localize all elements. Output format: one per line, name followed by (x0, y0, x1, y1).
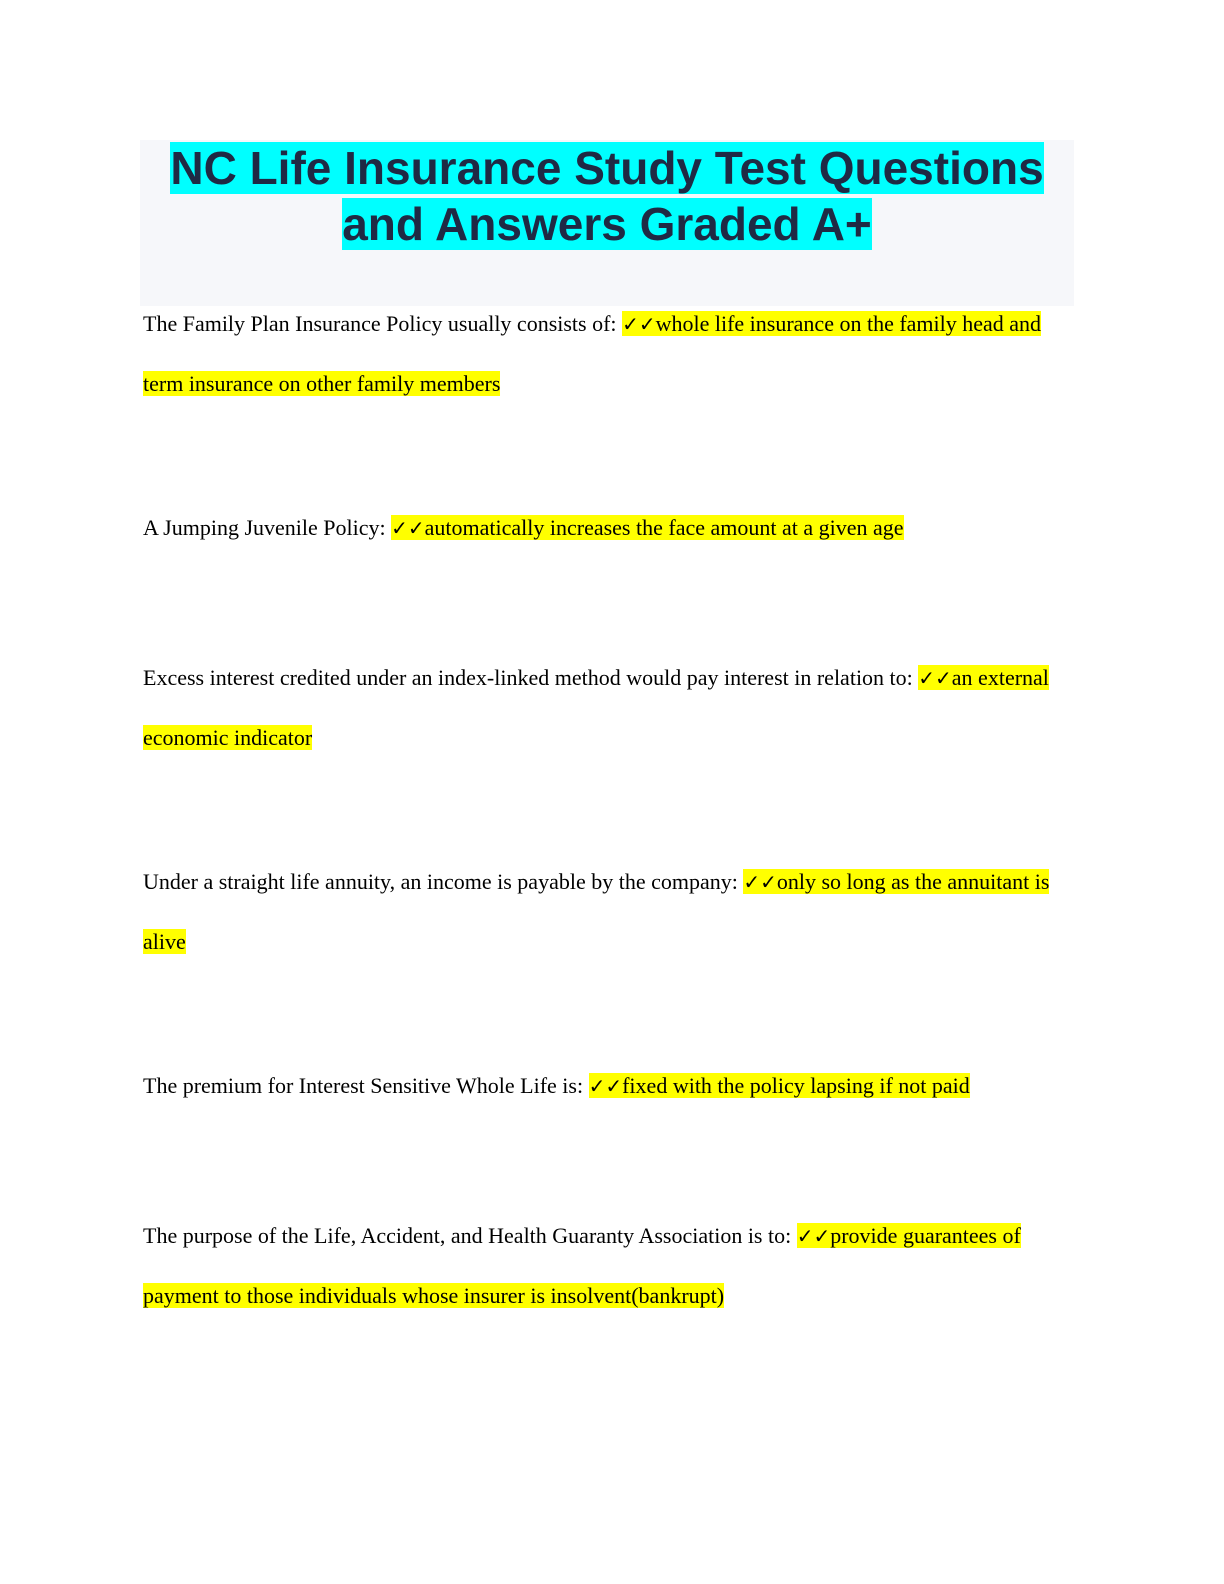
question-text: The premium for Interest Sensitive Whole Life is: (143, 1073, 589, 1098)
answer-text: only so long as the annuitant is alive (143, 869, 1050, 954)
document-title-text: NC Life Insurance Study Test Questions and Answers Graded A+ (170, 142, 1044, 250)
answer-text: an external economic indicator (143, 665, 1049, 750)
question-text: The Family Plan Insurance Policy usually consists of: (143, 311, 623, 336)
answer-text: whole life insurance on the family head and term insurance on other family members (143, 311, 1042, 396)
qa-item-6 (143, 1206, 1053, 1326)
question-text: Excess interest credited under an index-linked method would pay interest in relation to: (143, 665, 919, 690)
double-check-icon: ✓✓ (796, 1224, 831, 1248)
answer-highlight (391, 515, 903, 540)
question-text: The purpose of the Life, Accident, and Health Guaranty Association is to: (143, 1223, 797, 1248)
double-check-icon: ✓✓ (622, 312, 656, 336)
qa-item-3 (143, 648, 1053, 768)
double-check-icon: ✓✓ (588, 1074, 623, 1098)
qa-item-5 (143, 1056, 1053, 1116)
question-text: Under a straight life annuity, an income is payable by the company: (143, 869, 744, 894)
double-check-icon: ✓✓ (918, 666, 952, 690)
double-check-icon: ✓✓ (391, 516, 425, 540)
qa-item-4 (143, 852, 1053, 972)
qa-item-1 (143, 294, 1053, 414)
answer-text: fixed with the policy lapsing if not paid (622, 1073, 970, 1098)
document-title (140, 140, 1074, 252)
double-check-icon: ✓✓ (743, 870, 777, 894)
answer-text: provide guarantees of payment to those individuals whose insurer is insolvent(bankrupt) (143, 1223, 1021, 1308)
answer-text: automatically increases the face amount at a given age (424, 515, 904, 540)
question-text: A Jumping Juvenile Policy: (143, 515, 392, 540)
answer-highlight (589, 1073, 970, 1098)
qa-item-2 (143, 498, 1053, 558)
